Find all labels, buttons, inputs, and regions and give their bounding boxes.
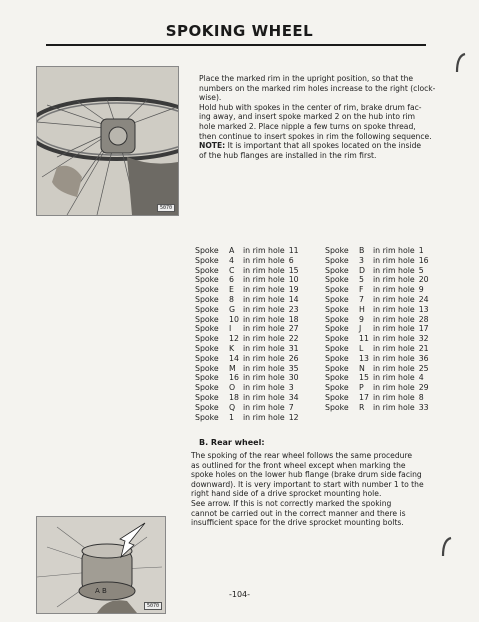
spoke-word: Spoke	[325, 275, 349, 285]
front-wheel-photo	[36, 66, 179, 216]
rear-line: as outlined for the front wheel except when marking the	[191, 460, 406, 470]
rim-hole-label: in rim hole	[373, 373, 415, 383]
rim-hole-label: in rim hole	[243, 353, 285, 363]
rim-hole-number: 26	[288, 353, 299, 363]
spoke-id: R	[359, 402, 365, 412]
rim-hole-label: in rim hole	[373, 304, 415, 314]
spoke-word: Spoke	[325, 294, 349, 304]
rim-hole-number: 10	[288, 275, 299, 285]
rim-hole-number: 21	[418, 343, 429, 353]
spoke-row	[325, 393, 450, 403]
rim-hole-number: 29	[418, 383, 429, 393]
rim-hole-label: in rim hole	[373, 246, 415, 255]
rim-hole-number: 14	[288, 294, 299, 304]
spoke-id: O	[229, 383, 236, 393]
spoke-word: Spoke	[325, 343, 349, 353]
intro-line: Hold hub with spokes in the center of rim, brake drum fac-	[199, 102, 422, 112]
intro-line: Place the marked rim in the upright position, so that the	[199, 74, 414, 83]
spoke-word: Spoke	[325, 373, 349, 383]
spoke-row	[195, 275, 315, 285]
spoke-id: 6	[229, 275, 234, 285]
intro-line: numbers on the marked rim holes increase to the right (clock-	[199, 83, 436, 93]
note-label: NOTE:	[199, 141, 226, 151]
spoke-id: 8	[229, 294, 234, 304]
intro-line: hole marked 2. Place nipple a few turns on spoke thread,	[199, 121, 416, 131]
rim-hole-number: 12	[288, 412, 299, 422]
rim-hole-label: in rim hole	[243, 314, 285, 324]
spoke-word: Spoke	[325, 265, 349, 275]
spoke-word: Spoke	[195, 246, 219, 255]
rim-hole-number: 3	[288, 383, 294, 393]
rim-hole-label: in rim hole	[373, 275, 415, 285]
spoke-id: P	[359, 383, 364, 393]
spoke-word: Spoke	[325, 314, 349, 324]
spoke-word: Spoke	[195, 412, 219, 422]
spoke-word: Spoke	[195, 343, 219, 353]
spoke-row	[325, 295, 450, 305]
spoke-word: Spoke	[195, 255, 219, 265]
spoke-id: G	[229, 304, 236, 314]
rim-hole-number: 9	[418, 285, 424, 295]
spoke-id: E	[229, 285, 234, 295]
rear-wheel-heading: B. Rear wheel:	[199, 438, 265, 447]
rim-hole-number: 33	[418, 402, 429, 412]
rim-hole-label: in rim hole	[373, 392, 415, 402]
spoke-word: Spoke	[325, 285, 349, 295]
spoke-word: Spoke	[325, 246, 349, 255]
rim-hole-label: in rim hole	[373, 334, 415, 344]
rim-hole-label: in rim hole	[243, 334, 285, 344]
spoke-id: N	[359, 363, 365, 373]
spoke-id: 16	[229, 373, 239, 383]
rear-line: insufficient space for the drive sprocket mounting bolts.	[191, 518, 404, 528]
spoke-row	[195, 354, 315, 364]
spoke-row	[325, 334, 450, 344]
spoke-word: Spoke	[195, 373, 219, 383]
spoke-id: 17	[359, 392, 369, 402]
spoke-row	[195, 344, 315, 354]
page-title: SPOKING WHEEL	[165, 22, 314, 40]
spoke-word: Spoke	[325, 392, 349, 402]
spoke-row	[325, 354, 450, 364]
rim-hole-number: 28	[418, 314, 429, 324]
spoke-word: Spoke	[195, 265, 219, 275]
photo-reference-number: 5070	[157, 204, 175, 212]
spoke-word: Spoke	[195, 285, 219, 295]
spoke-row	[325, 403, 450, 413]
title-underline	[46, 44, 426, 46]
spoke-word: Spoke	[195, 324, 219, 334]
spoke-id: 12	[229, 334, 239, 344]
spoke-sequence-left	[195, 246, 315, 422]
spoke-sequence-right	[325, 246, 450, 413]
rear-line: right hand side of a drive sprocket mounting hole.	[191, 489, 382, 499]
spoke-row	[195, 324, 315, 334]
spoke-row	[195, 266, 315, 276]
spoke-row	[325, 315, 450, 325]
spoke-id: M	[229, 363, 236, 373]
rear-line: spoke holes on the lower hub flange (brake drum side facing	[191, 470, 422, 480]
rear-wheel-paragraph	[191, 451, 457, 528]
spoke-word: Spoke	[195, 363, 219, 373]
note-text: It is important that all spokes located on the inside	[225, 141, 422, 151]
rim-hole-label: in rim hole	[243, 343, 285, 353]
rim-hole-number: 18	[288, 314, 299, 324]
rim-hole-number: 15	[288, 265, 299, 275]
spoke-id: 10	[229, 314, 239, 324]
spoke-row	[195, 285, 315, 295]
rim-hole-number: 30	[288, 373, 299, 383]
spoke-word: Spoke	[195, 392, 219, 402]
rear-line: cannot be carried out in the correct manner and there is	[191, 508, 406, 518]
rim-hole-label: in rim hole	[373, 314, 415, 324]
rim-hole-label: in rim hole	[373, 285, 415, 295]
rim-hole-label: in rim hole	[243, 383, 285, 393]
rim-hole-label: in rim hole	[243, 392, 285, 402]
rim-hole-label: in rim hole	[243, 265, 285, 275]
spoke-word: Spoke	[195, 294, 219, 304]
spoke-id: F	[359, 285, 364, 295]
spoke-word: Spoke	[325, 383, 349, 393]
spoke-row	[195, 383, 315, 393]
spoke-id: 11	[359, 334, 369, 344]
spoke-row	[195, 334, 315, 344]
rim-hole-label: in rim hole	[373, 402, 415, 412]
spoke-word: Spoke	[195, 304, 219, 314]
rim-hole-number: 4	[418, 373, 424, 383]
rim-hole-label: in rim hole	[243, 294, 285, 304]
rim-hole-number: 36	[418, 353, 429, 363]
rim-hole-label: in rim hole	[373, 265, 415, 275]
spoke-row	[325, 256, 450, 266]
wheel-spoking-illustration	[37, 67, 178, 215]
spoke-id: J	[359, 324, 362, 334]
spoke-row	[195, 256, 315, 266]
rim-hole-number: 13	[418, 304, 429, 314]
note-line: of the hub flanges are installed in the rim first.	[199, 150, 377, 160]
rim-hole-number: 8	[418, 392, 424, 402]
spoke-row	[195, 295, 315, 305]
rim-hole-number: 16	[418, 255, 429, 265]
spoke-word: Spoke	[325, 334, 349, 344]
spoke-row	[325, 266, 450, 276]
rim-hole-label: in rim hole	[243, 324, 285, 334]
rim-hole-label: in rim hole	[373, 343, 415, 353]
spoke-id: D	[359, 265, 366, 275]
spoke-id: 18	[229, 392, 239, 402]
spoke-row	[325, 305, 450, 315]
svg-text:A B: A B	[95, 587, 107, 595]
spoke-word: Spoke	[195, 402, 219, 412]
spoke-word: Spoke	[195, 314, 219, 324]
rear-hub-photo	[36, 516, 166, 614]
spoke-row	[325, 364, 450, 374]
spoke-row	[195, 305, 315, 315]
note-line	[199, 141, 454, 151]
spoke-word: Spoke	[195, 275, 219, 285]
rim-hole-number: 27	[288, 324, 299, 334]
rim-hole-number: 6	[288, 255, 294, 265]
rim-hole-label: in rim hole	[243, 412, 285, 422]
rear-line: downward). It is very important to start with number 1 to the	[191, 479, 424, 489]
spoke-id: 13	[359, 353, 369, 363]
spoke-row	[325, 275, 450, 285]
binder-hole-mark	[454, 52, 468, 74]
intro-line: ing away, and insert spoke marked 2 on the hub into rim	[199, 112, 416, 122]
binder-hole-mark	[440, 536, 454, 558]
rim-hole-label: in rim hole	[373, 353, 415, 363]
rim-hole-label: in rim hole	[243, 255, 285, 265]
spoke-id: H	[359, 304, 365, 314]
rim-hole-number: 7	[288, 402, 294, 412]
rim-hole-label: in rim hole	[243, 402, 285, 412]
spoke-row	[325, 373, 450, 383]
rear-line: See arrow. If this is not correctly marked the spoking	[191, 498, 392, 508]
spoke-id: A	[229, 246, 235, 255]
spoke-id: Q	[229, 402, 236, 412]
rim-hole-number: 22	[288, 334, 299, 344]
spoke-row	[195, 413, 315, 423]
spoke-row	[325, 324, 450, 334]
spoke-id: 5	[359, 275, 364, 285]
rim-hole-number: 20	[418, 275, 429, 285]
spoke-row	[325, 285, 450, 295]
rim-hole-number: 24	[418, 294, 429, 304]
photo-reference-number: 5070	[144, 602, 162, 610]
intro-line: wise).	[199, 93, 222, 103]
spoke-id: C	[229, 265, 235, 275]
rim-hole-number: 34	[288, 392, 299, 402]
spoke-word: Spoke	[325, 402, 349, 412]
rim-hole-number: 35	[288, 363, 299, 373]
spoke-id: 15	[359, 373, 369, 383]
spoke-row	[195, 315, 315, 325]
spoke-row	[195, 403, 315, 413]
spoke-row	[325, 383, 450, 393]
rim-hole-number: 5	[418, 265, 424, 275]
spoke-word: Spoke	[325, 304, 349, 314]
spoke-id: K	[229, 343, 235, 353]
rim-hole-label: in rim hole	[373, 255, 415, 265]
rim-hole-label: in rim hole	[243, 275, 285, 285]
rim-hole-label: in rim hole	[243, 304, 285, 314]
rim-hole-number: 31	[288, 343, 299, 353]
rim-hole-label: in rim hole	[373, 383, 415, 393]
spoke-row	[325, 246, 450, 256]
rim-hole-label: in rim hole	[243, 363, 285, 373]
spoke-row	[195, 246, 315, 256]
spoke-id: 4	[229, 255, 234, 265]
spoke-id: 14	[229, 353, 239, 363]
spoke-id: 9	[359, 314, 364, 324]
rim-hole-label: in rim hole	[243, 373, 285, 383]
rim-hole-number: 23	[288, 304, 299, 314]
intro-paragraph	[199, 74, 454, 160]
rim-hole-number: 1	[418, 246, 424, 255]
rim-hole-number: 32	[418, 334, 429, 344]
spoke-word: Spoke	[325, 363, 349, 373]
spoke-row	[195, 373, 315, 383]
rim-hole-label: in rim hole	[373, 294, 415, 304]
rim-hole-number: 11	[288, 246, 299, 255]
spoke-word: Spoke	[325, 255, 349, 265]
intro-line: then continue to insert spokes in rim the following sequence.	[199, 131, 432, 141]
spoke-row	[195, 393, 315, 403]
rim-hole-label: in rim hole	[373, 324, 415, 334]
spoke-id: 7	[359, 294, 364, 304]
rim-hole-number: 19	[288, 285, 299, 295]
spoke-id: 3	[359, 255, 364, 265]
rim-hole-label: in rim hole	[243, 285, 285, 295]
rim-hole-label: in rim hole	[243, 246, 285, 255]
spoke-id: L	[359, 343, 364, 353]
spoke-word: Spoke	[325, 324, 349, 334]
spoke-id: 1	[229, 412, 234, 422]
spoke-row	[195, 364, 315, 374]
rear-line: The spoking of the rear wheel follows the same procedure	[191, 451, 413, 460]
spoke-word: Spoke	[195, 353, 219, 363]
spoke-id: B	[359, 246, 365, 255]
spoke-row	[325, 344, 450, 354]
rim-hole-number: 17	[418, 324, 429, 334]
spoke-id: I	[229, 324, 232, 334]
rim-hole-label: in rim hole	[373, 363, 415, 373]
rim-hole-number: 25	[418, 363, 429, 373]
spoke-word: Spoke	[195, 334, 219, 344]
spoke-word: Spoke	[195, 383, 219, 393]
spoke-word: Spoke	[325, 353, 349, 363]
page-number: -104-	[228, 590, 251, 599]
